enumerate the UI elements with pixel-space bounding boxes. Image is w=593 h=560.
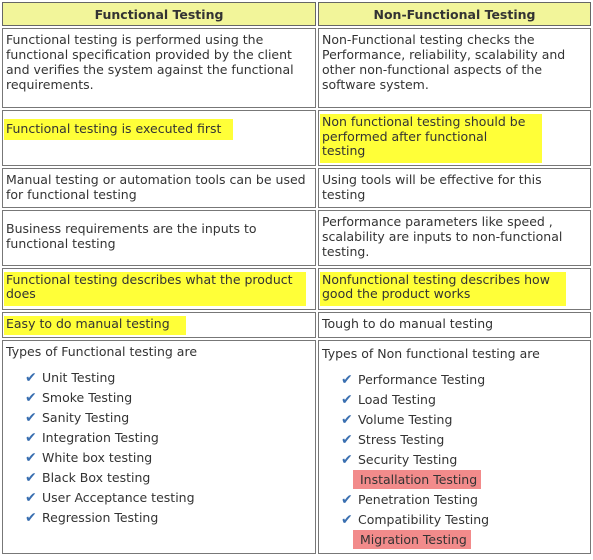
checkmark-icon: ✔ — [341, 412, 353, 428]
checkmark-icon: ✔ — [25, 370, 37, 386]
functional-cell: Manual testing or automation tools can be used for functional testing — [2, 168, 316, 208]
table-row — [2, 210, 591, 266]
functional-types-heading: Types of Functional testing are — [6, 344, 198, 359]
non-functional-cell: Non-Functional testing checks the Performance, reliability, scalability and other non-functional aspects of the software system. — [318, 28, 591, 108]
non-functional-cell: Performance parameters like speed , scalability are inputs to non-functional testing. — [318, 210, 591, 266]
list-item: ✔ Compatibility Testing — [341, 512, 490, 528]
non-functional-highlight: Non functional testing should be performed after functional testing — [320, 114, 542, 163]
checkmark-icon: ✔ — [25, 410, 37, 426]
list-item: ✔ Regression Testing — [25, 510, 159, 526]
pink-highlight: Installation Testing — [353, 470, 481, 489]
non-functional-cell: Tough to do manual testing — [318, 312, 591, 339]
functional-highlight: Easy to do manual testing — [4, 316, 186, 336]
checkmark-icon: ✔ — [341, 492, 353, 508]
functional-types-cell — [2, 340, 316, 554]
functional-cell: Functional testing is performed using the functional specification provided by the client and verifies the system against the functional requirements. — [2, 28, 316, 108]
checkmark-icon: ✔ — [341, 452, 353, 468]
checkmark-icon: ✔ — [25, 430, 37, 446]
functional-cell: Business requirements are the inputs to functional testing — [2, 210, 316, 266]
pink-highlight: Migration Testing — [353, 530, 471, 549]
functional-cell — [2, 110, 316, 166]
functional-highlight: Functional testing is executed first — [4, 119, 233, 140]
table-row — [2, 268, 591, 310]
functional-types-list — [6, 368, 312, 528]
list-item: ✔ Integration Testing — [25, 430, 159, 446]
checkmark-icon: ✔ — [341, 512, 353, 528]
non-functional-highlight: Nonfunctional testing describes how good the product works — [320, 272, 566, 306]
header-row — [2, 2, 591, 26]
checkmark-icon: ✔ — [25, 510, 37, 526]
table-row — [2, 168, 591, 208]
list-item: ✔ Security Testing — [341, 452, 458, 468]
table-row — [2, 110, 591, 166]
list-item: ✔ User Acceptance testing — [25, 490, 195, 506]
non-functional-types-cell — [318, 340, 591, 554]
functional-cell — [2, 268, 316, 310]
list-item-highlighted — [341, 470, 587, 490]
list-item: ✔ Stress Testing — [341, 432, 445, 448]
table-row — [2, 312, 591, 339]
non-functional-cell — [318, 110, 591, 166]
list-item: ✔ Sanity Testing — [25, 410, 130, 426]
checkmark-icon: ✔ — [25, 470, 37, 486]
header-functional: Functional Testing — [2, 2, 316, 26]
checkmark-icon: ✔ — [341, 392, 353, 408]
non-functional-types-list — [322, 370, 587, 550]
list-item: ✔ Performance Testing — [341, 372, 486, 388]
non-functional-cell: Using tools will be effective for this testing — [318, 168, 591, 208]
non-functional-cell — [318, 268, 591, 310]
checkmark-icon: ✔ — [25, 490, 37, 506]
table-row — [2, 28, 591, 108]
table-row — [2, 340, 591, 554]
list-item: ✔ Smoke Testing — [25, 390, 133, 406]
checkmark-icon: ✔ — [341, 372, 353, 388]
functional-highlight: Functional testing describes what the product does — [4, 272, 306, 306]
checkmark-icon: ✔ — [341, 432, 353, 448]
non-functional-types-heading: Types of Non functional testing are — [322, 346, 540, 361]
functional-cell — [2, 312, 316, 339]
list-item: ✔ Penetration Testing — [341, 492, 478, 508]
checkmark-icon: ✔ — [25, 390, 37, 406]
list-item: ✔ Load Testing — [341, 392, 436, 408]
list-item-highlighted — [341, 530, 587, 550]
list-item: ✔ White box testing — [25, 450, 153, 466]
list-item: ✔ Unit Testing — [25, 370, 116, 386]
checkmark-icon: ✔ — [25, 450, 37, 466]
header-non-functional: Non-Functional Testing — [318, 2, 591, 26]
list-item: ✔ Volume Testing — [341, 412, 453, 428]
list-item: ✔ Black Box testing — [25, 470, 151, 486]
